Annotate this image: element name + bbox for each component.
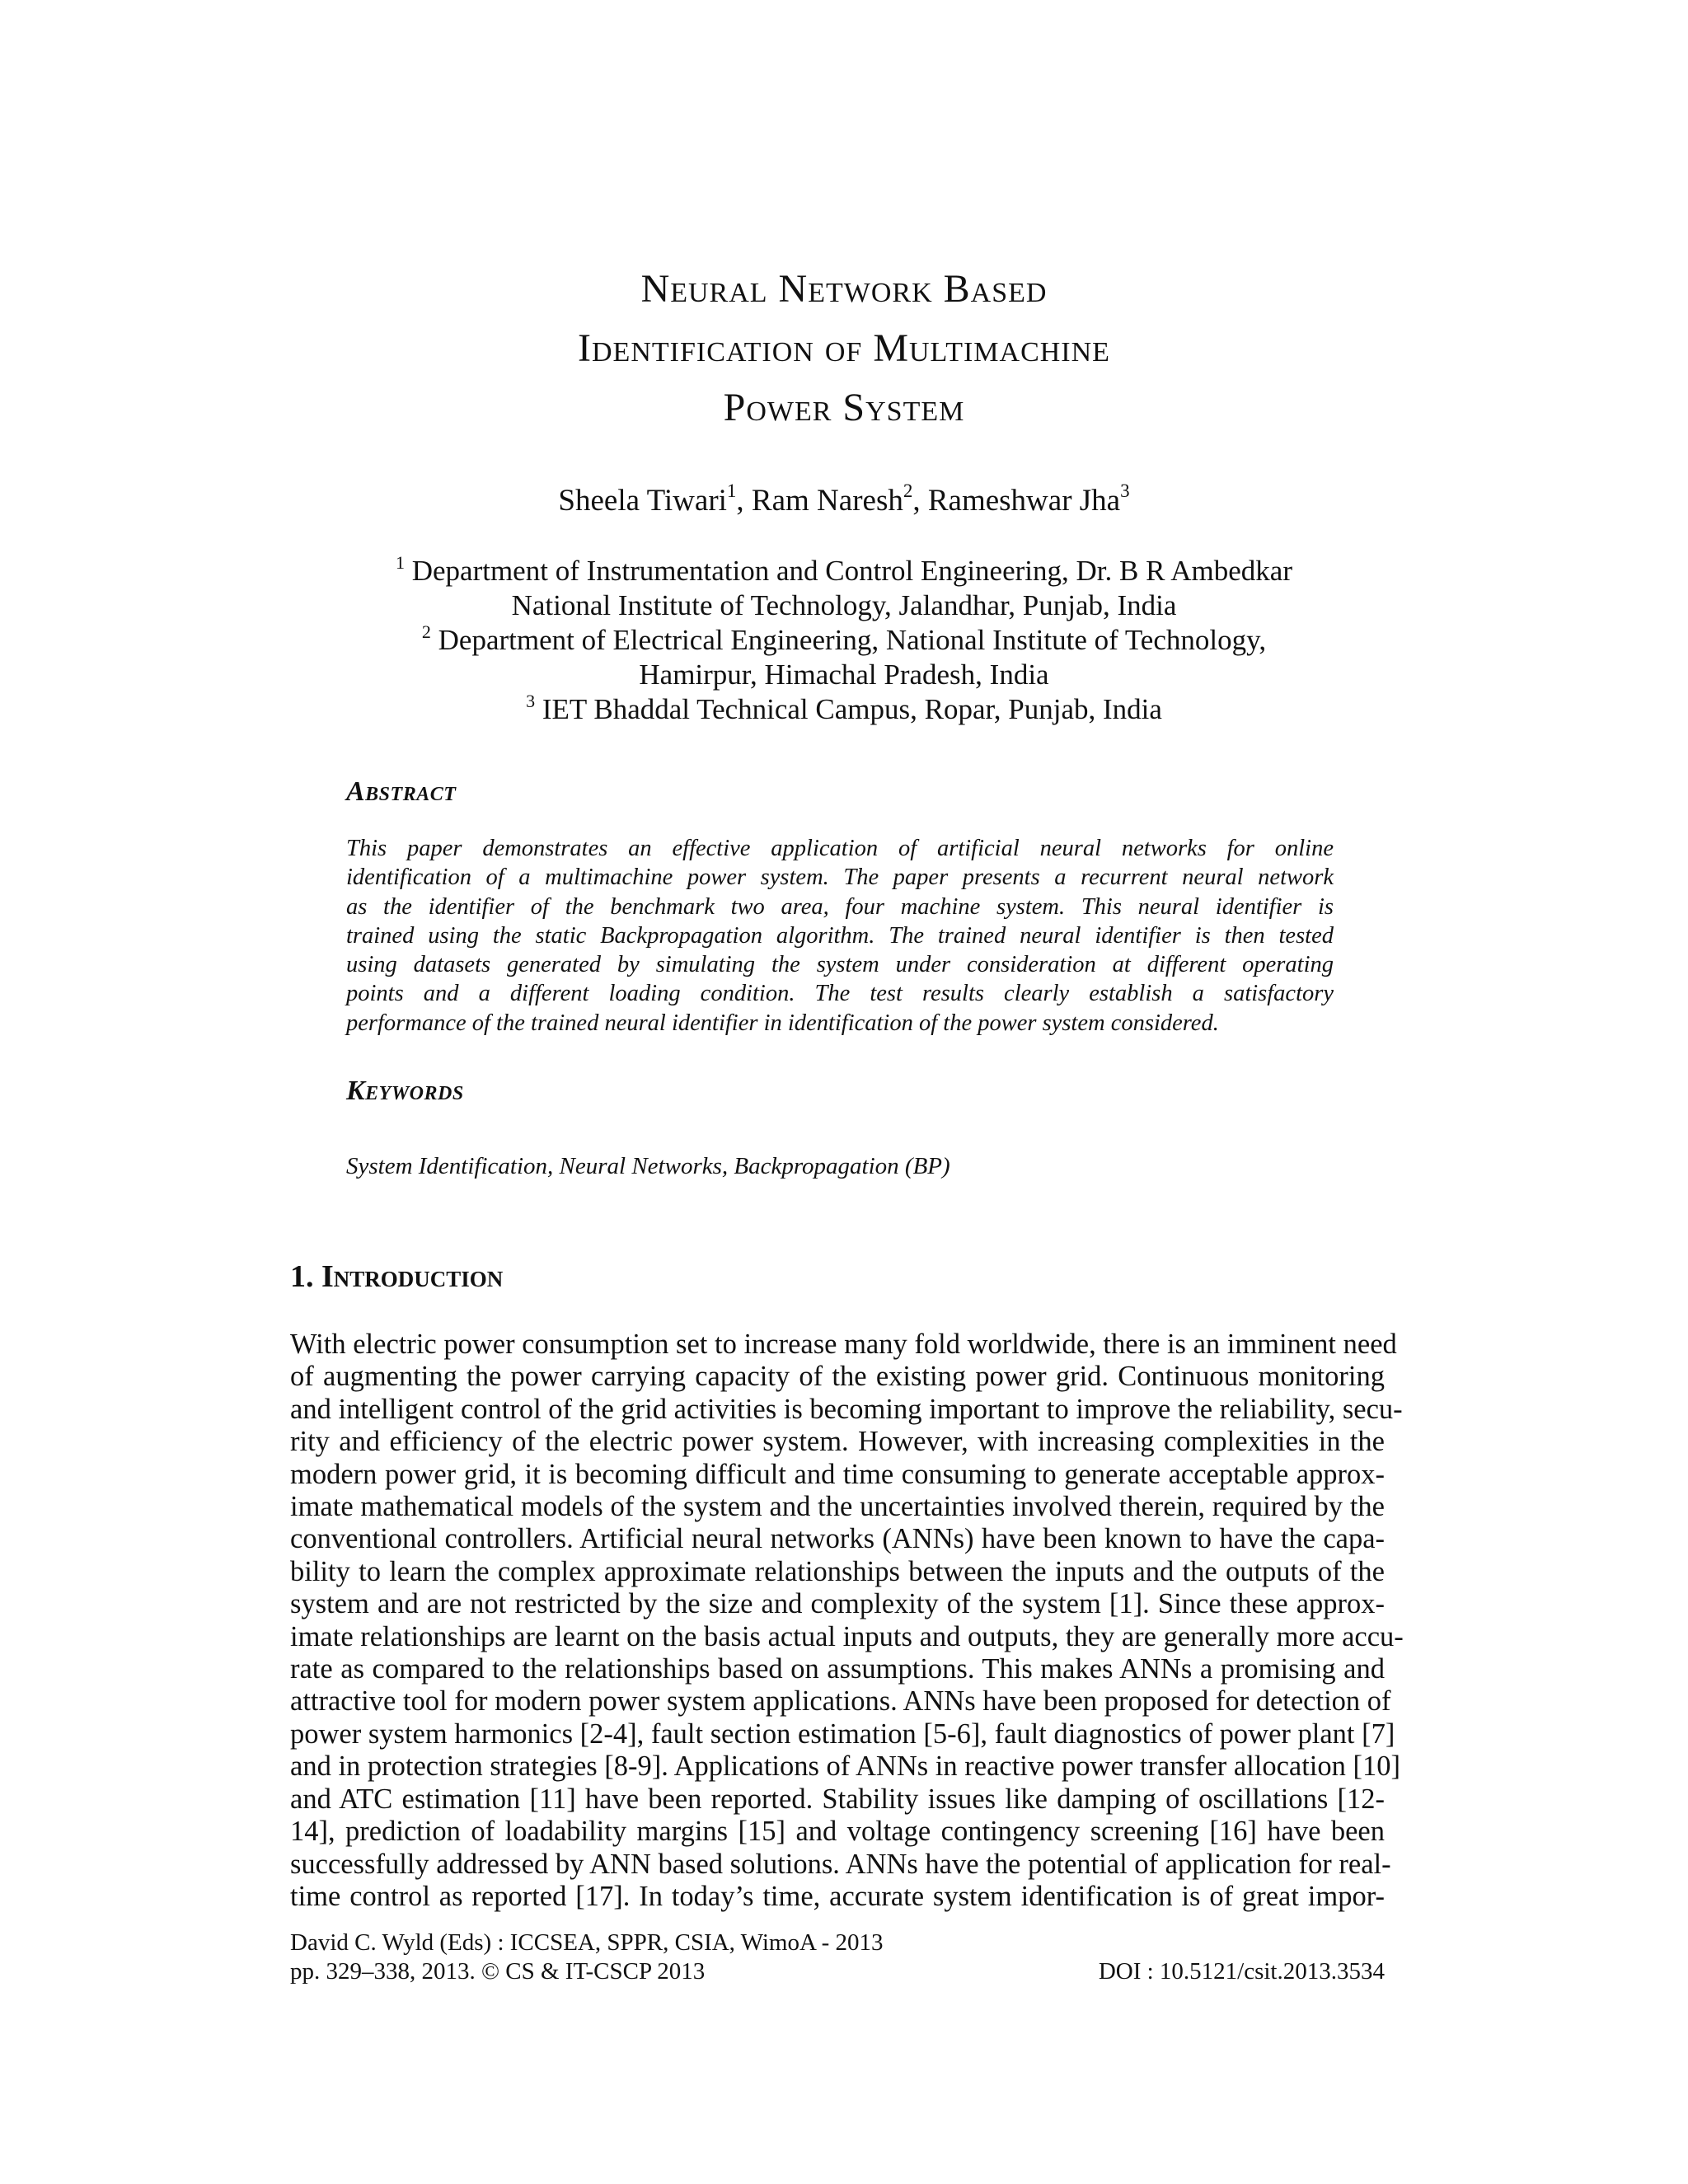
author-name: Ram Naresh (751, 484, 903, 518)
abstract-line: This paper demonstrates an effective application of artificial neural networks for online (346, 836, 1334, 861)
author-affiliation-mark: 1 (726, 480, 737, 501)
title-line: Power System (723, 386, 965, 429)
affiliation-line: $^1$ Department of Instrumentation and Control Engineering, Dr. B R Ambedkar (395, 552, 1292, 587)
author-list (0, 482, 1688, 520)
abstract-heading: Abstract (346, 776, 457, 807)
affiliation-list (0, 554, 1688, 727)
author-name: Rameshwar Jha (927, 484, 1121, 518)
affiliation-line: National Institute of Technology, Jalandhar, Punjab, India (511, 589, 1177, 621)
intro-line: 14], prediction of loadability margins [15] and voltage contingency screening [16] have been (290, 1816, 1385, 1848)
author-separator: , (736, 484, 752, 518)
intro-line: imate relationships are learnt on the basis actual inputs and outputs, they are generally more accu- (290, 1620, 1404, 1652)
footer-pages-copyright: pp. 329–338, 2013. © CS & IT-CSCP 2013 (290, 1958, 706, 1985)
affiliation-line: $^3$ IET Bhaddal Technical Campus, Ropar, Punjab, India (526, 691, 1162, 725)
keywords-text: System Identification, Neural Networks, Backpropagation (BP) (346, 1153, 950, 1179)
footer-row (290, 1957, 1385, 1986)
paper-title (0, 260, 1688, 438)
abstract-line: identification of a multimachine power system. The paper presents a recurrent neural network (346, 865, 1334, 891)
intro-line: imate mathematical models of the system and the uncertainties involved therein, required by the (290, 1491, 1385, 1523)
intro-line: and intelligent control of the grid activities is becoming important to improve the reliability, secu- (290, 1393, 1403, 1425)
intro-line: and ATC estimation [11] have been reported. Stability issues like damping of oscillations [12- (290, 1783, 1385, 1815)
title-line: Neural Network Based (640, 267, 1048, 311)
intro-line: time control as reported [17]. In today’s time, accurate system identification is of great impor- (290, 1880, 1385, 1912)
author-affiliation-mark: 3 (1120, 480, 1130, 501)
affiliation-mark: 2 (421, 621, 431, 642)
page-footer (290, 1929, 1385, 1986)
abstract-line: performance of the trained neural identifier in identification of the power system considered. (346, 1010, 1219, 1036)
abstract-line: as the identifier of the benchmark two area, four machine system. This neural identifier is (346, 893, 1334, 920)
intro-line: system and are not restricted by the size and complexity of the system [1]. Since these approx- (290, 1588, 1385, 1620)
intro-line: power system harmonics [2-4], fault section estimation [5-6], fault diagnostics of power plant [7] (290, 1718, 1395, 1750)
affiliation-line: $^2$ Department of Electrical Engineering, National Institute of Technology, (421, 621, 1267, 656)
intro-line: successfully addressed by ANN based solutions. ANNs have the potential of application for real- (290, 1848, 1391, 1880)
intro-line: rate as compared to the relationships based on assumptions. This makes ANNs a promising and (290, 1653, 1385, 1685)
abstract-line: trained using the static Backpropagation algorithm. The trained neural identifier is then tested (346, 922, 1334, 949)
introduction-text (290, 1329, 1404, 1913)
affiliation-mark: 1 (395, 552, 405, 573)
author-separator: , (912, 484, 928, 518)
intro-line: rity and efficiency of the electric power system. However, with increasing complexities in the (290, 1426, 1385, 1458)
intro-line: modern power grid, it is becoming difficult and time consuming to generate acceptable approx- (290, 1458, 1385, 1490)
intro-line: and in protection strategies [8-9]. Applications of ANNs in reactive power transfer allocation [10] (290, 1750, 1400, 1783)
affiliation-mark: 3 (526, 691, 536, 711)
intro-line: attractive tool for modern power system applications. ANNs have been proposed for detection of (290, 1685, 1391, 1718)
author-affiliation-mark: 2 (903, 480, 913, 501)
abstract-text (346, 834, 1334, 1038)
intro-line: bility to learn the complex approximate relationships between the inputs and the outputs of the (290, 1555, 1385, 1587)
intro-line: With electric power consumption set to increase many fold worldwide, there is an imminent need (290, 1329, 1397, 1360)
affiliation-line: Hamirpur, Himachal Pradesh, India (639, 658, 1049, 691)
footer-doi: DOI : 10.5121/csit.2013.3534 (1098, 1958, 1385, 1985)
footer-proceedings: David C. Wyld (Eds) : ICCSEA, SPPR, CSIA, WimoA - 2013 (290, 1929, 884, 1956)
keywords-heading: Keywords (346, 1076, 464, 1106)
abstract-line: using datasets generated by simulating the system under consideration at different operating (346, 952, 1334, 978)
title-line: Identification of Multimachine (578, 326, 1110, 370)
intro-line: conventional controllers. Artificial neural networks (ANNs) have been known to have the capa- (290, 1523, 1385, 1555)
introduction-heading: 1. Introduction (290, 1259, 504, 1294)
intro-line: of augmenting the power carrying capacity of the existing power grid. Continuous monitoring (290, 1361, 1385, 1393)
author-name: Sheela Tiwari (558, 484, 727, 518)
abstract-line: points and a different loading condition. The test results clearly establish a satisfactory (346, 981, 1334, 1007)
